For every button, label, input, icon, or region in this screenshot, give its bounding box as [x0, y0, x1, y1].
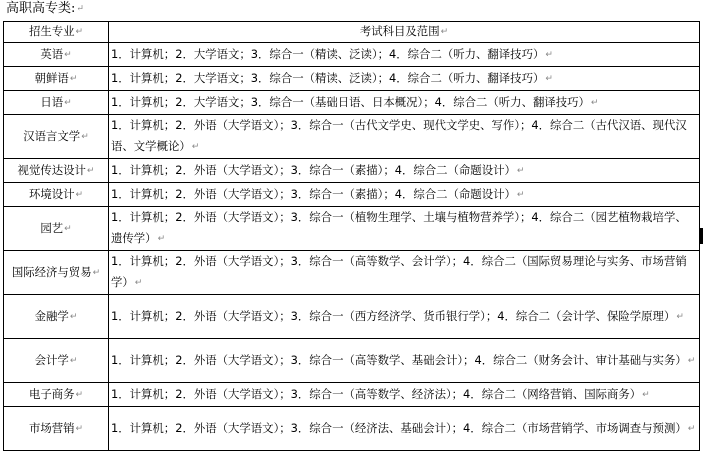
major-cell: 英语↵	[4, 43, 109, 67]
major-cell: 会计学↵	[4, 339, 109, 383]
major-cell: 视觉传达设计↵	[4, 159, 109, 183]
major-cell: 国际经济与贸易↵	[4, 251, 109, 295]
table-row	[4, 339, 700, 383]
header-subjects: 考试科目及范围↵	[109, 22, 700, 43]
subjects-cell: 1．计算机；2．外语（大学语文）；3．综合一（高等数学、经济法）；4．综合二（网络营销、国际商务）↵	[109, 383, 700, 407]
major-cell: 朝鲜语↵	[4, 67, 109, 91]
table-row	[4, 159, 700, 183]
major-cell: 汉语言文学↵	[4, 115, 109, 159]
page-heading	[6, 0, 84, 18]
subjects-cell: 1．计算机；2．大学语文；3．综合一（精读、泛读）；4．综合二（听力、翻译技巧）↵	[109, 67, 700, 91]
subjects-cell: 1．计算机；2．外语（大学语文）；3．综合一（古代文学史、现代文学史、写作）；4．综合二（古代汉语、现代汉语、文学概论）↵	[109, 115, 700, 159]
subjects-cell: 1．计算机；2．外语（大学语文）；3．综合一（植物生理学、土壤与植物营养学）；4．综合二（园艺植物栽培学、遗传学）↵	[109, 207, 700, 251]
subjects-cell: 1．计算机；2．大学语文；3．综合一（精读、泛读）；4．综合二（听力、翻译技巧）↵	[109, 43, 700, 67]
major-cell: 环境设计↵	[4, 183, 109, 207]
table-row	[4, 183, 700, 207]
table-row	[4, 383, 700, 407]
subjects-cell: 1．计算机；2．外语（大学语文）；3．综合一（西方经济学、货币银行学）；4．综合二（会计学、保险学原理）↵	[109, 295, 700, 339]
table-header-row	[4, 22, 700, 43]
table-row	[4, 251, 700, 295]
major-cell: 园艺↵	[4, 207, 109, 251]
subjects-cell: 1．计算机；2．外语（大学语文）；3．综合一（高等数学、会计学）；4．综合二（国际贸易理论与实务、市场营销学）↵	[109, 251, 700, 295]
table-row	[4, 407, 700, 451]
admissions-table	[3, 21, 700, 451]
table-row	[4, 115, 700, 159]
subjects-cell: 1．计算机；2．大学语文；3．综合一（基础日语、日本概况）；4．综合二（听力、翻译技巧）↵	[109, 91, 700, 115]
table-row	[4, 207, 700, 251]
paragraph-mark-icon: ↵	[76, 4, 84, 14]
table-row	[4, 67, 700, 91]
major-cell: 市场营销↵	[4, 407, 109, 451]
header-major: 招生专业↵	[4, 22, 109, 43]
heading-text: 高职高专类:	[6, 1, 76, 16]
table-row	[4, 43, 700, 67]
major-cell: 日语↵	[4, 91, 109, 115]
table-row	[4, 295, 700, 339]
subjects-cell: 1．计算机；2．外语（大学语文）；3．综合一（高等数学、基础会计）；4．综合二（财务会计、审计基础与实务）↵	[109, 339, 700, 383]
major-cell: 金融学↵	[4, 295, 109, 339]
major-cell: 电子商务↵	[4, 383, 109, 407]
table-row	[4, 91, 700, 115]
subjects-cell: 1．计算机；2．外语（大学语文）；3．综合一（素描）；4．综合二（命题设计）↵	[109, 183, 700, 207]
subjects-cell: 1．计算机；2．外语（大学语文）；3．综合一（经济法、基础会计）；4．综合二（市场营销学、市场调查与预测）↵	[109, 407, 700, 451]
subjects-cell: 1．计算机；2．外语（大学语文）；3．综合一（素描）；4．综合二（命题设计）↵	[109, 159, 700, 183]
